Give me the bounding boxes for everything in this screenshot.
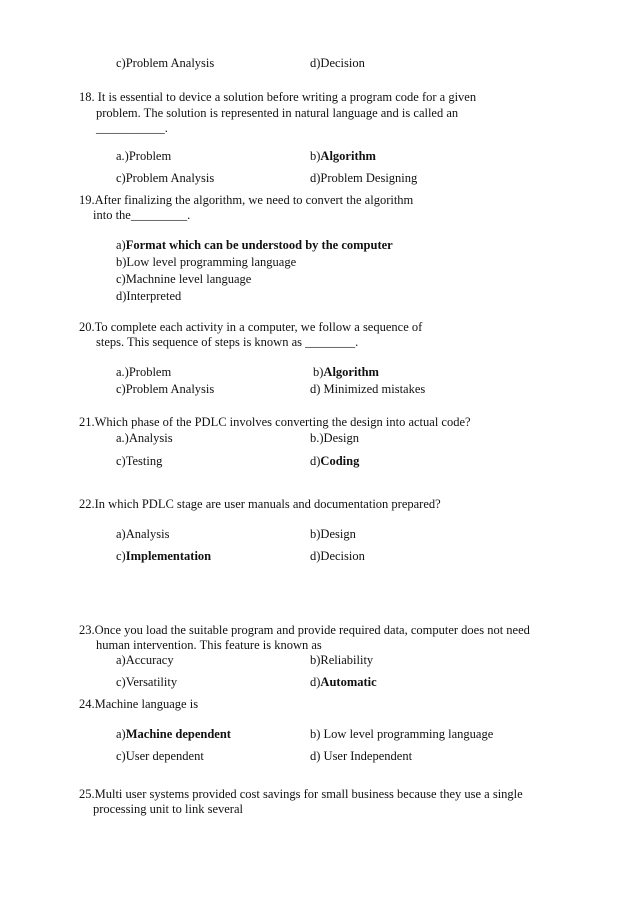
question-23-text-cont: human intervention. This feature is known as — [96, 638, 322, 652]
question-18-text-cont: problem. The solution is represented in natural language and is called an — [96, 106, 459, 120]
answer-highlight: Algorithm — [323, 365, 379, 379]
question-20-option-a: a.)Problem — [116, 365, 172, 379]
question-18-blank: ___________. — [96, 121, 168, 135]
question-21-option-a: a.)Analysis — [116, 431, 173, 445]
question-18-option-c: c)Problem Analysis — [116, 171, 215, 185]
question-23-option-b: b)Reliability — [310, 653, 374, 667]
question-18-option-d: d)Problem Designing — [310, 171, 418, 185]
question-21-option-b: b.)Design — [310, 431, 359, 445]
question-23-option-c: c)Versatility — [116, 675, 178, 689]
question-22-text: 22.In which PDLC stage are user manuals and documentation prepared? — [79, 497, 441, 511]
answer-highlight: Machine dependent — [125, 727, 231, 741]
answer-highlight: Automatic — [320, 675, 377, 689]
question-22-option-d: d)Decision — [310, 549, 365, 563]
answer-highlight: Coding — [320, 454, 360, 468]
question-24-option-d: d) User Independent — [310, 749, 413, 763]
question-19-option-a: a)Format which can be understood by the computer — [116, 238, 393, 252]
question-24-text: 24.Machine language is — [79, 697, 199, 711]
question-22-option-a: a)Analysis — [116, 527, 170, 541]
option-c: c)Problem Analysis — [116, 56, 215, 70]
question-23-text: 23.Once you load the suitable program and provide required data, computer does not need — [79, 623, 530, 637]
question-19-text-cont: into the_________. — [93, 208, 191, 222]
question-20-option-b: b)Algorithm — [313, 365, 379, 379]
question-19-option-d: d)Interpreted — [116, 289, 182, 303]
question-24-option-b: b) Low level programming language — [310, 727, 494, 741]
option-d: d)Decision — [310, 56, 365, 70]
question-24-option-a: a)Machine dependent — [116, 727, 231, 741]
question-21-option-c: c)Testing — [116, 454, 163, 468]
question-22-option-b: b)Design — [310, 527, 356, 541]
question-18-option-b: b)Algorithm — [310, 149, 376, 163]
question-20-option-d: d) Minimized mistakes — [310, 382, 426, 396]
question-19-option-c: c)Machnine level language — [116, 272, 252, 286]
question-19-text: 19.After finalizing the algorithm, we need to convert the algorithm — [79, 193, 414, 207]
question-24-option-c: c)User dependent — [116, 749, 204, 763]
question-19-option-b: b)Low level programming language — [116, 255, 297, 269]
question-22-option-c: c)Implementation — [116, 549, 212, 563]
question-23-option-d: d)Automatic — [310, 675, 377, 689]
question-20-option-c: c)Problem Analysis — [116, 382, 215, 396]
question-20-text-cont: steps. This sequence of steps is known as ________. — [96, 335, 359, 349]
question-21-option-d: d)Coding — [310, 454, 360, 468]
question-25-text: 25.Multi user systems provided cost savings for small business because they use a single — [79, 787, 523, 801]
answer-highlight: Implementation — [125, 549, 212, 563]
question-23-option-a: a)Accuracy — [116, 653, 174, 667]
question-25-text-cont: processing unit to link several — [93, 802, 243, 816]
question-20-text: 20.To complete each activity in a computer, we follow a sequence of — [79, 320, 423, 334]
answer-highlight: Algorithm — [320, 149, 376, 163]
answer-highlight: Format which can be understood by the computer — [125, 238, 393, 252]
question-18-option-a: a.)Problem — [116, 149, 172, 163]
question-18-text: 18. It is essential to device a solution before writing a program code for a given — [79, 90, 477, 104]
question-21-text: 21.Which phase of the PDLC involves converting the design into actual code? — [79, 415, 471, 429]
